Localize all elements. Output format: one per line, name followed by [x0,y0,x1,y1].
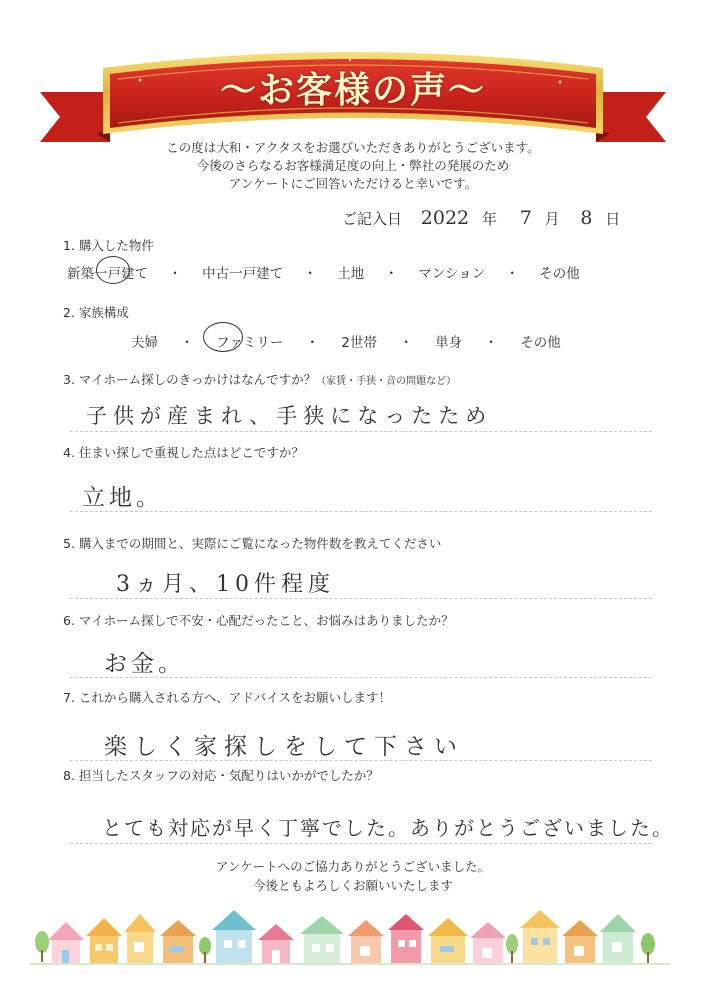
house-icon [600,914,636,964]
answer-line [70,677,652,678]
answer-line [70,760,652,761]
separator: ・ [484,335,498,351]
tree-icon [506,934,518,964]
separator: ・ [305,335,320,351]
separator: ・ [399,335,413,351]
intro-line-2: 今後のさらなるお客様満足度の向上・弊社の発展のため [196,158,510,173]
question-3-note: （家賃・手狭・音の問題など） [316,376,457,387]
date-label: ご記入日 [342,210,403,228]
house-illustrations [0,900,706,980]
separator: ・ [505,266,519,282]
option-used-house[interactable]: 中古一戸建て [202,266,284,282]
date-day-unit: 日 [605,210,621,228]
question-2-label: 2. 家族構成 [63,305,129,320]
house-icon [388,914,424,964]
house-icon [428,918,468,964]
tree-icon [35,931,49,962]
answer-8: とても対応が早く丁寧でした。ありがとうございました。 [102,816,674,840]
separator: ・ [168,266,182,282]
option-land[interactable]: 土地 [337,266,365,282]
tree-icon [199,937,211,964]
date-year-unit: 年 [481,210,497,228]
question-1-label: 1. 購入した物件 [63,238,154,253]
house-icon [48,922,84,964]
option-single[interactable]: 単身 [435,335,463,351]
date-month-unit: 月 [544,210,560,228]
question-2-options [131,331,561,351]
option-family[interactable]: ファミリー [216,335,284,351]
question-5-label: 5. 購入までの期間と、実際にご覧になった物件数を教えてください [63,536,442,551]
question-6-label: 6. マイホーム探しで不安・心配だったこと、お悩みはありましたか？ [63,613,454,628]
question-4-label: 4. 住まい探しで重視した点はどこですか？ [63,445,304,460]
intro-line-3: アンケートにご回答いただけると幸いです。 [228,176,478,191]
answer-line [70,431,652,432]
banner-title: 〜お客様の声〜 [219,70,486,111]
house-icon [86,918,122,964]
intro-line-1: この度は大和・アクタスをお選びいただきありがとうございます。 [166,140,540,155]
option-mansion[interactable]: マンション [418,266,486,282]
house-icon [258,924,294,964]
house-icon [124,914,156,964]
date-year: 2022 [420,207,470,229]
question-3-label [63,370,456,388]
answer-3: 子供が産まれ、手狭になったため [86,404,493,428]
house-icon [562,920,598,964]
closing-line-2: 今後ともよろしくお願いいたします [252,878,453,893]
answer-line [70,511,652,512]
date-day: 8 [580,207,593,229]
option-new-house[interactable]: 新築一戸建て [67,266,148,282]
house-icon [470,922,506,964]
house-icon [348,920,384,964]
house-icon [520,910,560,964]
entry-date [342,207,620,229]
question-8-label: 8. 担当したスタッフの対応・気配りはいかがでしたか？ [63,768,379,783]
house-icon [212,910,256,964]
question-7-label: 7. これから購入される方へ、アドバイスをお願いします！ [63,690,392,705]
closing-line-1: アンケートへのご協力ありがとうございました。 [215,859,491,874]
answer-line [70,598,652,599]
question-1-options [67,262,580,282]
answer-line [70,843,652,844]
answer-5: 3ヵ月、10件程度 [116,572,335,597]
tree-icon [641,933,655,964]
separator: ・ [384,266,398,282]
option-other[interactable]: その他 [539,266,580,282]
option-two-generation[interactable]: 2世帯 [341,335,378,351]
separator: ・ [180,335,194,351]
option-couple[interactable]: 夫婦 [131,335,158,351]
question-3-text: 3. マイホーム探しのきっかけはなんですか？ [63,372,317,387]
answer-4: 立地。 [82,485,163,511]
answer-6: お金。 [104,651,185,677]
option-other[interactable]: その他 [520,335,561,351]
house-icon [300,916,344,964]
answer-7: 楽しく家探しをして下さい [104,734,464,760]
separator: ・ [303,266,317,282]
date-month: 7 [519,207,532,229]
house-icon [160,920,196,964]
